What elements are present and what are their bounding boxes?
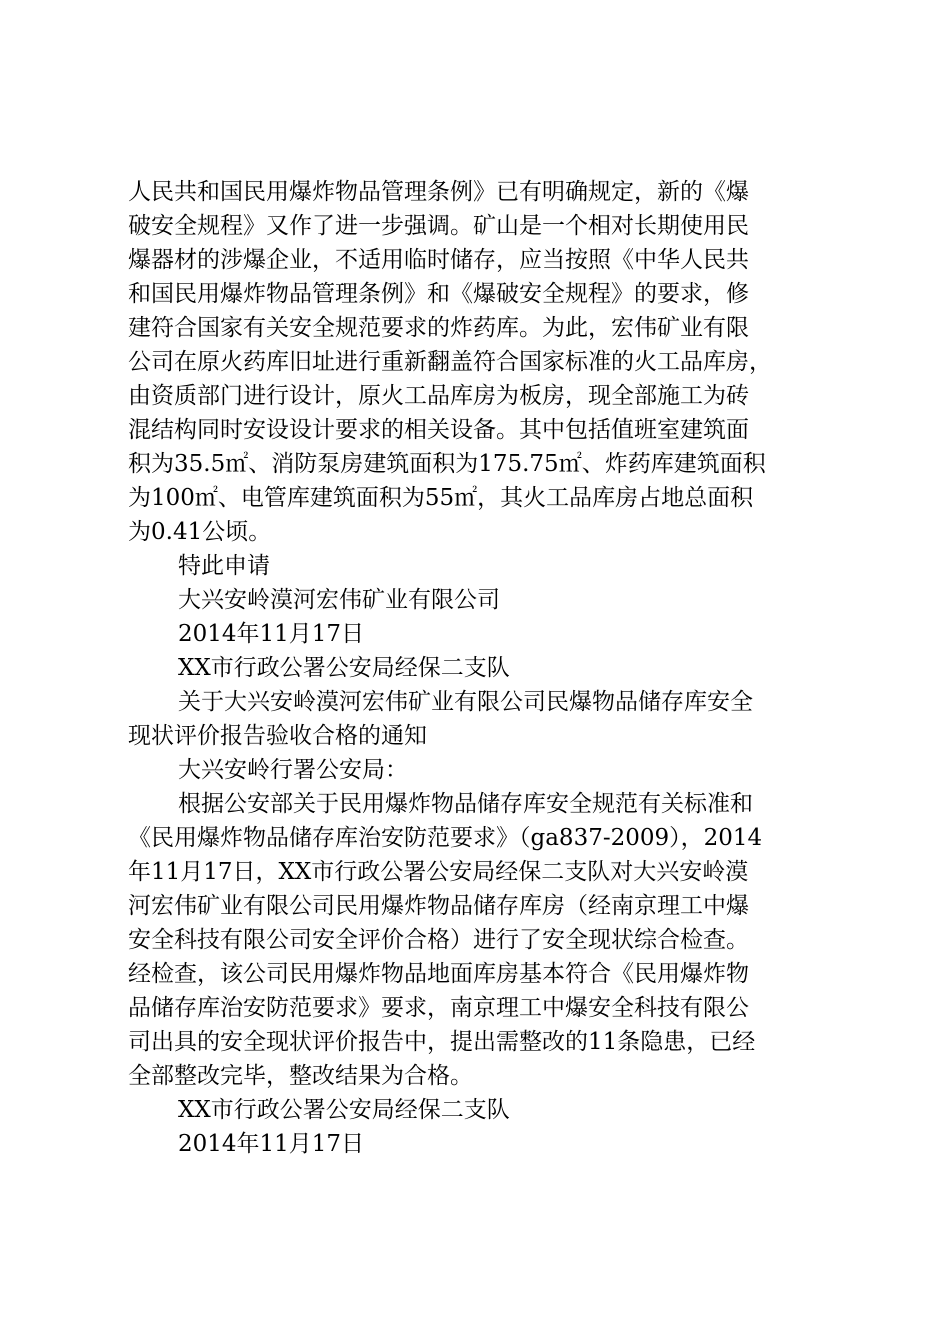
body-text-line: 人民共和国民用爆炸物品管理条例》已有明确规定，新的《爆 — [128, 179, 749, 205]
body-text-line: 全部整改完毕，整改结果为合格。 — [128, 1063, 473, 1089]
issuer-name: XX市行政公署公安局经保二支队 — [178, 1097, 510, 1123]
closing-phrase: 特此申请 — [178, 553, 270, 579]
issue-date: 2014年11月17日 — [178, 1131, 365, 1157]
signature-company: 大兴安岭漠河宏伟矿业有限公司 — [178, 587, 500, 613]
body-text-line: 《民用爆炸物品储存库治安防范要求》（ga837-2009），2014 — [128, 825, 763, 851]
signature-date: 2014年11月17日 — [178, 621, 365, 647]
body-text-line: 根据公安部关于民用爆炸物品储存库安全规范有关标准和 — [178, 791, 753, 817]
notice-title: 关于大兴安岭漠河宏伟矿业有限公司民爆物品储存库安全 — [178, 689, 753, 715]
body-text-line: 爆器材的涉爆企业，不适用临时储存，应当按照《中华人民共 — [128, 247, 749, 273]
body-text-line: 建符合国家有关安全规范要求的炸药库。为此，宏伟矿业有限 — [128, 315, 749, 341]
body-text-line: 经检查，该公司民用爆炸物品地面库房基本符合《民用爆炸物 — [128, 961, 749, 987]
body-text-line: 由资质部门进行设计，原火工品库房为板房，现全部施工为砖 — [128, 383, 749, 409]
body-text-line: 破安全规程》又作了进一步强调。矿山是一个相对长期使用民 — [128, 213, 749, 239]
body-text-line: 积为35.5㎡、消防泵房建筑面积为175.75㎡、炸药库建筑面积 — [128, 451, 766, 477]
body-text-line: 为100㎡、电管库建筑面积为55㎡，其火工品库房占地总面积 — [128, 485, 754, 511]
body-text-line: 年11月17日，XX市行政公署公安局经保二支队对大兴安岭漠 — [128, 859, 749, 885]
body-text-line: 为0.41公顷。 — [128, 519, 272, 545]
body-text-line: 河宏伟矿业有限公司民用爆炸物品储存库房（经南京理工中爆 — [128, 893, 749, 919]
body-text-line: 安全科技有限公司安全评价合格）进行了安全现状综合检查。 — [128, 927, 749, 953]
body-text-line: 司出具的安全现状评价报告中，提出需整改的11条隐患，已经 — [128, 1029, 756, 1055]
body-text-line: 品储存库治安防范要求》要求，南京理工中爆安全科技有限公 — [128, 995, 749, 1021]
body-text-line: 和国民用爆炸物品管理条例》和《爆破安全规程》的要求，修 — [128, 281, 749, 307]
notice-title-continued: 现状评价报告验收合格的通知 — [128, 723, 427, 749]
recipient-salutation: 大兴安岭行署公安局： — [178, 757, 408, 783]
body-text-line: 公司在原火药库旧址进行重新翻盖符合国家标准的火工品库房， — [128, 349, 772, 375]
issuer-name: XX市行政公署公安局经保二支队 — [178, 655, 510, 681]
body-text-line: 混结构同时安设设计要求的相关设备。其中包括值班室建筑面 — [128, 417, 749, 443]
